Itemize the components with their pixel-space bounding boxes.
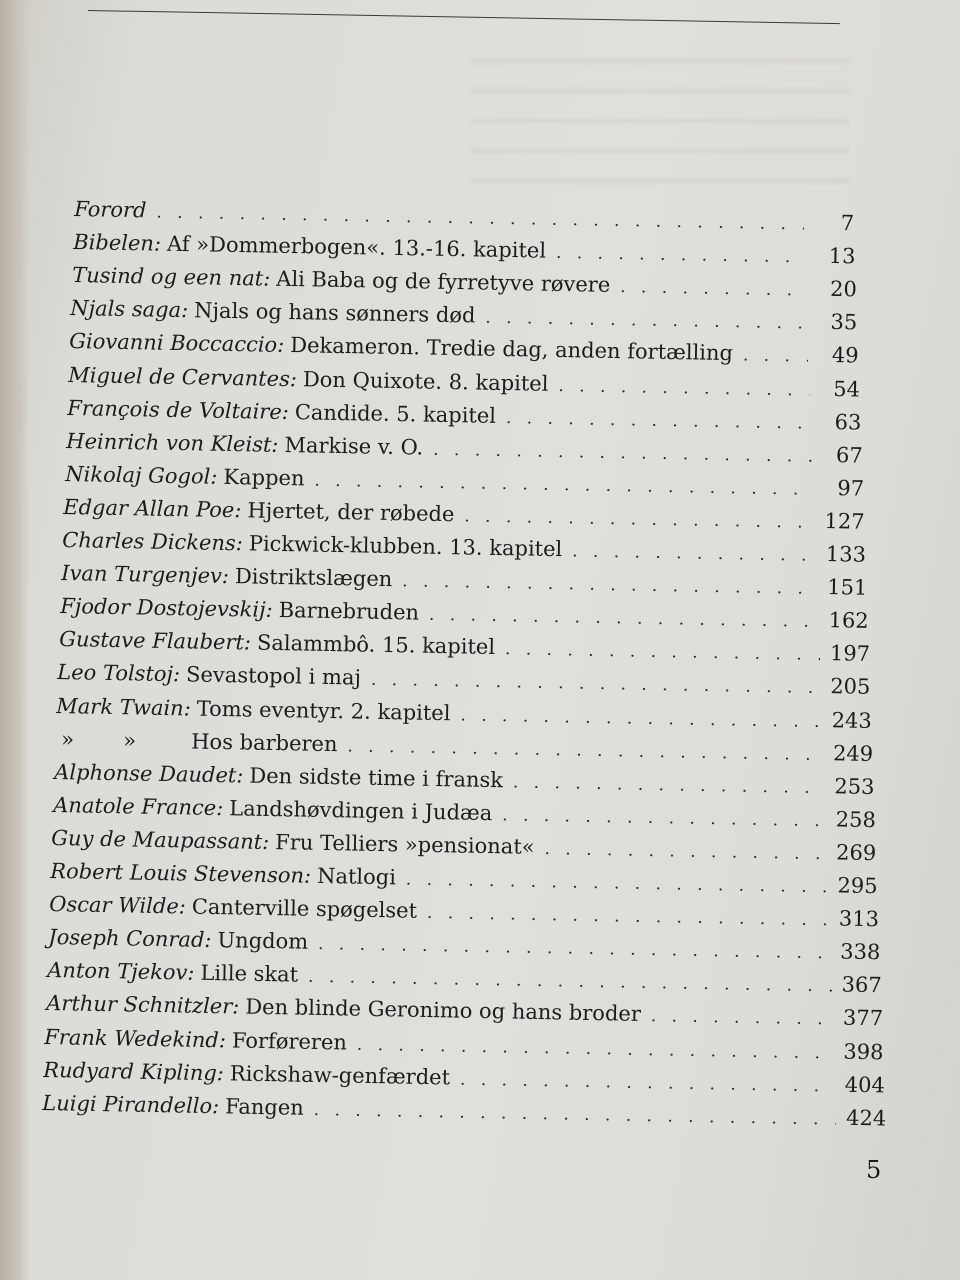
dot-leader [371,667,821,701]
toc-author: François de Voltaire: [66,395,289,424]
toc-author: Fjodor Dostojevskij: [59,594,273,623]
toc-author: Giovanni Boccaccio: [69,329,285,358]
dot-leader [513,769,825,801]
toc-author: Anton Tjekov: [46,958,195,985]
dot-leader [314,467,814,502]
toc-page-number: 205 [830,674,872,700]
toc-author: Tusind og een nat: [71,263,271,291]
toc-title: Hjertet, der røbede [247,498,455,527]
toc-author: Gustave Flaubert: [58,627,251,655]
dot-leader [502,802,826,834]
toc-author: Forord [74,197,147,223]
page-number: 5 [866,1156,882,1184]
toc-author: Heinrich von Kleist: [65,428,279,457]
dot-leader [347,733,823,768]
toc-title: Forføreren [232,1027,348,1055]
dot-leader [506,405,812,437]
toc-page-number: 313 [838,906,880,932]
ditto-mark [55,726,185,754]
dot-leader [504,636,819,668]
dot-leader [357,1031,834,1066]
toc-title: Toms eventyr. 2. kapitel [196,696,451,725]
toc-title: Dekameron. Tredie dag, anden fortælling [290,333,734,366]
toc-title: Ali Baba og de fyrretyve røvere [275,266,611,298]
toc-title: Fru Telliers »pensionat« [275,830,536,859]
dot-leader [433,436,813,469]
toc-page-number: 424 [845,1105,887,1131]
toc-title: Njals og hans sønners død [194,298,477,328]
toc-title: Fangen [225,1094,305,1120]
dot-leader [402,568,817,602]
toc-page-number: 127 [824,508,866,534]
toc-author: Robert Louis Stevenson: [50,859,312,888]
dot-leader [464,503,815,535]
dot-leader [558,372,810,403]
dot-leader [650,1003,833,1032]
dot-leader [429,602,819,635]
toc-title: Rickshaw-genfærdet [229,1061,451,1090]
toc-page-number: 243 [831,707,873,733]
toc-author: Miguel de Cervantes: [68,362,298,391]
dot-leader [318,931,831,966]
toc-page-number: 269 [836,840,877,866]
toc-page-number: 7 [840,211,855,236]
ditto-mark-work: » [123,727,137,753]
toc-author: Luigi Pirandello: [42,1090,220,1118]
toc-author: Nikolaj Gogol: [64,461,218,489]
dot-leader [308,964,832,1000]
toc-title: Ungdom [217,928,309,954]
toc-page-number: 197 [829,641,870,667]
toc-author: Ivan Turgenjev: [61,561,230,589]
dot-leader [460,1066,835,1099]
toc-page-number: 377 [842,1005,883,1031]
dot-leader [743,343,809,370]
toc-title: Natlogi [317,863,397,890]
toc-author: Joseph Conrad: [47,925,212,953]
toc-author: Charles Dickens: [62,528,244,556]
dot-leader [572,538,816,568]
toc-title: Af »Dommerbogen«. 13.-16. kapitel [166,231,547,263]
toc-title: Lille skat [199,961,299,987]
toc-author: Oscar Wilde: [49,892,187,919]
dot-leader [427,900,829,933]
toc-page-number: 249 [832,740,874,766]
toc-title: Barnebruden [278,598,420,625]
dot-leader [486,305,808,337]
dot-leader [460,702,822,735]
toc-page-number: 162 [828,608,869,634]
toc-title: Markise v. O. [283,432,424,460]
toc-page-number: 295 [837,873,879,899]
toc-author: Leo Tolstoj: [57,660,181,687]
toc-author: Guy de Maupassant: [51,825,270,854]
toc-page-number: 35 [830,310,858,335]
toc-page-number: 338 [839,939,881,965]
toc-page-number: 258 [835,807,876,832]
toc-title: Distriktslægen [234,564,393,592]
toc-page-number: 13 [828,243,856,269]
toc-page-number: 404 [844,1072,886,1098]
toc-page-number: 367 [841,972,882,998]
dot-leader [620,274,807,303]
toc-page-number: 67 [835,442,863,468]
toc-author: Njals saga: [70,296,189,323]
toc-page-number: 398 [843,1039,885,1064]
dot-leader [556,240,806,271]
dot-leader [545,836,827,867]
toc-title: Hos barberen [191,729,338,756]
toc-page-number: 20 [829,277,857,302]
toc-title: Pickwick-klubben. 13. kapitel [248,531,563,562]
toc-author: Arthur Schnitzler: [45,991,240,1019]
toc-title: Kappen [222,464,305,491]
toc-title: Den sidste time i fransk [249,763,504,792]
dot-leader [406,867,828,901]
toc-title: Candide. 5. kapitel [294,399,497,428]
toc-title: Den blinde Geronimo og hans broder [244,995,641,1027]
toc-author: Rudyard Kipling: [43,1057,225,1085]
toc-author: Edgar Allan Poe: [63,494,242,523]
ditto-mark-author: » [61,726,75,751]
dot-leader [314,1097,837,1133]
toc-title: Canterville spøgelset [191,894,418,923]
toc-author: Mark Twain: [56,693,192,720]
toc-page-number: 54 [833,376,861,402]
toc-author: Anatole France: [52,792,224,820]
toc-author: Alphonse Daudet: [53,759,244,788]
toc-page-number: 253 [834,773,875,799]
toc-title: Don Quixote. 8. kapitel [302,366,549,396]
toc-page-number: 133 [825,541,867,567]
toc-title: Sevastopol i maj [186,662,362,690]
toc-author: Bibelen: [72,230,162,256]
toc-page-number: 151 [826,575,868,600]
toc-title: Landshøvdingen i Judæa [228,796,493,825]
toc-title: Salammbô. 15. kapitel [256,630,495,660]
toc-page-number: 97 [836,475,864,501]
toc-page-number: 63 [834,409,862,435]
toc-page-number: 49 [831,343,860,368]
toc-author: Frank Wedekind: [44,1024,227,1052]
